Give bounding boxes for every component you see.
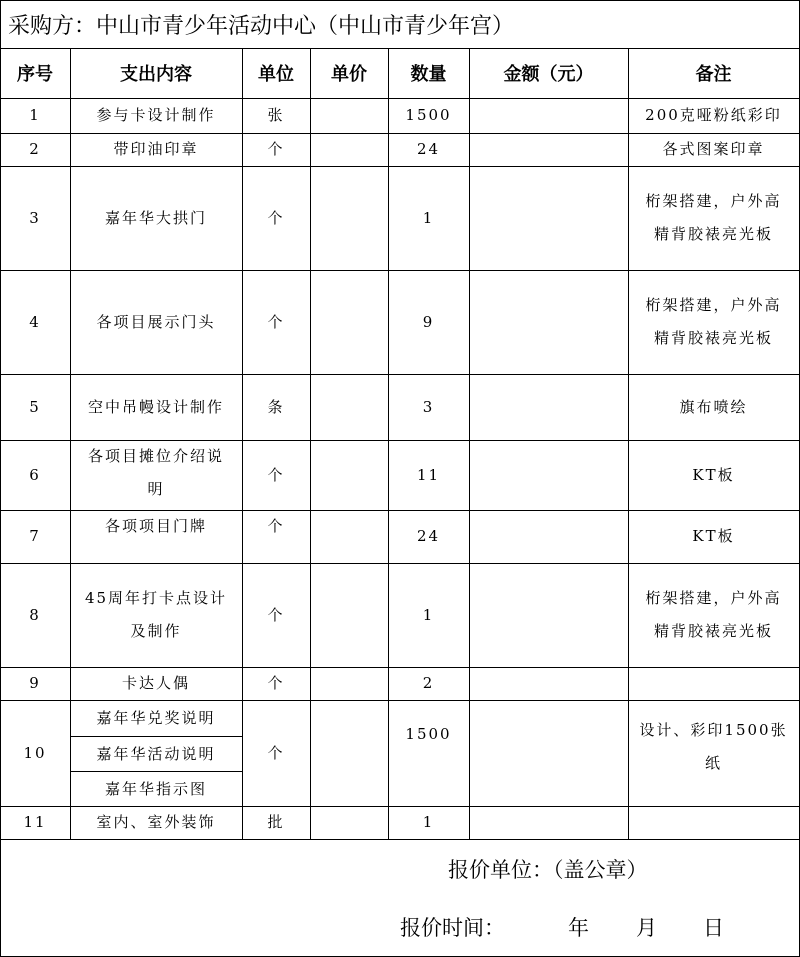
amount-cell bbox=[469, 700, 628, 806]
year-label: 年 bbox=[568, 916, 589, 940]
quantity-cell: 1500 bbox=[405, 106, 452, 124]
unit-cell: 个 bbox=[267, 743, 285, 762]
quote-unit-label: 报价单位：（盖公章） bbox=[448, 858, 648, 882]
column-header: 单价 bbox=[331, 64, 367, 85]
quantity-cell: 1 bbox=[422, 605, 435, 624]
expense-item: 45周年打卡点设计及制作 bbox=[84, 589, 228, 640]
note-cell bbox=[628, 806, 799, 839]
row-number: 2 bbox=[29, 140, 41, 158]
amount-cell bbox=[469, 133, 628, 166]
expense-item: 嘉年华指示图 bbox=[104, 779, 207, 798]
unit-cell: 张 bbox=[267, 106, 285, 124]
row-number: 11 bbox=[23, 813, 47, 831]
row-number: 4 bbox=[29, 312, 41, 331]
month-label: 月 bbox=[636, 916, 657, 940]
note-cell: KT板 bbox=[692, 465, 735, 484]
expense-item: 各项目摊位介绍说明 bbox=[87, 447, 224, 498]
quantity-cell: 1 bbox=[422, 208, 435, 227]
unit-cell: 个 bbox=[267, 312, 285, 331]
unit-price-cell bbox=[310, 440, 388, 510]
note-cell: 各式图案印章 bbox=[662, 140, 765, 158]
row-number: 1 bbox=[29, 106, 41, 124]
column-header: 金额（元） bbox=[503, 64, 594, 85]
note-cell: 200克哑粉纸彩印 bbox=[645, 106, 782, 124]
unit-cell: 个 bbox=[267, 208, 285, 227]
expense-item: 卡达人偶 bbox=[121, 674, 190, 692]
unit-cell: 批 bbox=[267, 813, 285, 831]
quote-time-label: 报价时间： bbox=[400, 916, 505, 940]
quantity-cell: 3 bbox=[422, 397, 435, 416]
expense-item: 带印油印章 bbox=[113, 140, 199, 158]
unit-price-cell bbox=[310, 270, 388, 374]
amount-cell bbox=[469, 440, 628, 510]
column-header: 单位 bbox=[258, 64, 294, 85]
note-cell bbox=[628, 667, 799, 700]
amount-cell bbox=[469, 166, 628, 270]
note-cell: 桁架搭建，户外高精背胶裱亮光板 bbox=[645, 192, 782, 243]
unit-cell: 个 bbox=[267, 517, 285, 535]
amount-cell bbox=[469, 98, 628, 133]
row-number: 6 bbox=[29, 465, 41, 484]
unit-price-cell bbox=[310, 563, 388, 667]
unit-price-cell bbox=[310, 667, 388, 700]
note-cell: 桁架搭建，户外高精背胶裱亮光板 bbox=[645, 296, 782, 347]
expense-item: 室内、室外装饰 bbox=[96, 813, 216, 831]
unit-cell: 个 bbox=[267, 140, 285, 158]
quantity-cell: 11 bbox=[416, 465, 441, 484]
quantity-cell: 1500 bbox=[405, 725, 452, 743]
expense-item: 参与卡设计制作 bbox=[96, 106, 216, 124]
column-header: 支出内容 bbox=[120, 64, 192, 85]
row-number: 3 bbox=[29, 208, 41, 227]
quantity-cell: 2 bbox=[422, 674, 435, 692]
row-number: 9 bbox=[29, 674, 41, 692]
amount-cell bbox=[469, 563, 628, 667]
expense-item: 各项目展示门头 bbox=[96, 312, 216, 331]
note-cell: 设计、彩印1500张纸 bbox=[639, 721, 788, 772]
row-number: 7 bbox=[29, 527, 41, 545]
quantity-cell: 1 bbox=[422, 813, 435, 831]
unit-cell: 个 bbox=[267, 465, 285, 484]
unit-cell: 个 bbox=[267, 605, 285, 624]
unit-cell: 条 bbox=[267, 397, 285, 416]
expense-item: 各项项目门牌 bbox=[104, 517, 207, 535]
unit-price-cell bbox=[310, 98, 388, 133]
unit-price-cell bbox=[310, 806, 388, 839]
unit-price-cell bbox=[310, 166, 388, 270]
amount-cell bbox=[469, 510, 628, 563]
column-header: 序号 bbox=[17, 64, 53, 85]
amount-cell bbox=[469, 270, 628, 374]
expense-item: 嘉年华活动说明 bbox=[96, 744, 216, 763]
quantity-cell: 9 bbox=[422, 312, 435, 331]
unit-price-cell bbox=[310, 700, 388, 806]
note-cell: 旗布喷绘 bbox=[679, 397, 748, 416]
quantity-cell: 24 bbox=[416, 140, 441, 158]
column-header: 备注 bbox=[695, 64, 732, 85]
column-header: 数量 bbox=[410, 64, 447, 85]
expense-item: 嘉年华大拱门 bbox=[104, 208, 207, 227]
expense-item: 嘉年华兑奖说明 bbox=[96, 709, 216, 727]
unit-price-cell bbox=[310, 374, 388, 440]
row-number: 8 bbox=[29, 605, 41, 624]
grid-line bbox=[0, 839, 800, 840]
row-number: 10 bbox=[23, 743, 47, 762]
expense-item: 空中吊幔设计制作 bbox=[87, 397, 224, 416]
purchaser-title: 采购方：中山市青少年活动中心（中山市青少年宫） bbox=[8, 13, 515, 39]
quantity-cell: 24 bbox=[416, 527, 441, 545]
row-number: 5 bbox=[29, 397, 41, 416]
amount-cell bbox=[469, 806, 628, 839]
note-cell: KT板 bbox=[692, 527, 735, 545]
unit-price-cell bbox=[310, 510, 388, 563]
unit-cell: 个 bbox=[267, 674, 285, 692]
amount-cell bbox=[469, 374, 628, 440]
unit-price-cell bbox=[310, 133, 388, 166]
note-cell: 桁架搭建，户外高精背胶裱亮光板 bbox=[645, 589, 782, 640]
amount-cell bbox=[469, 667, 628, 700]
day-label: 日 bbox=[703, 916, 724, 940]
